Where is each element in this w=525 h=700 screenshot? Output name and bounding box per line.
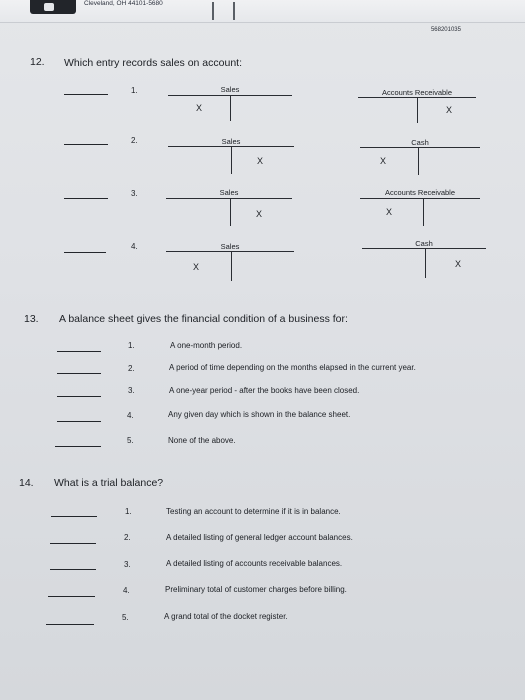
debit-mark: X — [193, 262, 200, 272]
choice-text: A one-year period - after the books have been closed. — [169, 386, 360, 395]
option-number: 3. — [131, 189, 138, 198]
t-account-divider — [417, 97, 418, 123]
choice-number: 1. — [125, 507, 132, 516]
answer-blank[interactable] — [55, 446, 101, 447]
t-account-title: Sales — [220, 242, 240, 251]
t-account-divider — [230, 95, 231, 121]
question-14-number: 14. — [19, 477, 34, 489]
question-12-text: Which entry records sales on account: — [64, 57, 242, 69]
question-12-number: 12. — [30, 56, 45, 68]
answer-blank[interactable] — [57, 373, 101, 374]
choice-number: 1. — [128, 341, 135, 350]
choice-number: 5. — [122, 613, 129, 622]
question-13-text: A balance sheet gives the financial condition of a business for: — [59, 313, 348, 325]
t-account-title: Accounts Receivable — [384, 188, 456, 197]
answer-blank[interactable] — [64, 252, 106, 253]
choice-text: A grand total of the docket register. — [164, 612, 288, 621]
t-account-line — [362, 248, 486, 249]
header-mark — [233, 2, 235, 20]
debit-mark: X — [386, 207, 393, 217]
t-account-line — [166, 251, 294, 252]
answer-blank[interactable] — [50, 569, 96, 570]
option-number: 4. — [131, 242, 138, 251]
question-13-number: 13. — [24, 313, 39, 325]
choice-number: 4. — [123, 586, 130, 595]
t-account-divider — [231, 251, 232, 281]
page-header — [0, 0, 525, 23]
choice-text: A one-month period. — [170, 341, 243, 350]
t-account-divider — [231, 146, 232, 174]
answer-blank[interactable] — [64, 144, 108, 145]
answer-blank[interactable] — [46, 624, 94, 625]
t-account-line — [360, 198, 480, 199]
t-account-divider — [425, 248, 426, 278]
t-account-line — [166, 198, 292, 199]
t-account-divider — [418, 147, 419, 175]
t-account-title: Cash — [415, 239, 433, 248]
credit-mark: X — [256, 209, 263, 219]
credit-mark: X — [455, 259, 462, 269]
choice-text: A period of time depending on the months elapsed in the current year. — [169, 363, 416, 372]
t-account-title: Cash — [411, 138, 429, 147]
document-id: 568201035 — [430, 27, 461, 33]
t-account-title: Sales — [220, 85, 240, 94]
choice-number: 4. — [127, 411, 134, 420]
t-account-title: Sales — [219, 188, 239, 197]
choice-number: 2. — [128, 364, 135, 373]
header-mark — [212, 2, 214, 20]
debit-mark: X — [380, 156, 387, 166]
option-number: 2. — [131, 136, 138, 145]
choice-number: 3. — [128, 386, 135, 395]
header-location: Cleveland, OH 44101-5680 — [84, 0, 163, 7]
answer-blank[interactable] — [64, 198, 108, 199]
choice-text: Preliminary total of customer charges before billing. — [165, 585, 347, 594]
answer-blank[interactable] — [51, 516, 97, 517]
choice-text: Any given day which is shown in the balance sheet. — [168, 410, 351, 419]
choice-text: A detailed listing of accounts receivable balances. — [166, 559, 343, 568]
choice-number: 2. — [124, 533, 131, 542]
option-number: 1. — [131, 86, 138, 95]
choice-number: 5. — [127, 436, 134, 445]
debit-mark: X — [196, 103, 203, 113]
answer-blank[interactable] — [50, 543, 96, 544]
choice-text: A detailed listing of general ledger account balances. — [166, 533, 353, 542]
t-account-title: Sales — [221, 137, 241, 146]
answer-blank[interactable] — [64, 94, 108, 95]
answer-blank[interactable] — [57, 421, 101, 422]
answer-blank[interactable] — [57, 351, 101, 352]
t-account-line — [360, 147, 480, 148]
publisher-logo — [30, 0, 76, 14]
credit-mark: X — [257, 156, 264, 166]
answer-blank[interactable] — [48, 596, 95, 597]
credit-mark: X — [446, 105, 453, 115]
choice-text: Testing an account to determine if it is in balance. — [166, 507, 341, 516]
question-14-text: What is a trial balance? — [54, 477, 164, 489]
choice-number: 3. — [124, 560, 131, 569]
t-account-divider — [423, 198, 424, 226]
choice-text: None of the above. — [168, 436, 236, 445]
t-account-title: Accounts Receivable — [381, 88, 453, 97]
t-account-divider — [230, 198, 231, 226]
answer-blank[interactable] — [57, 396, 101, 397]
